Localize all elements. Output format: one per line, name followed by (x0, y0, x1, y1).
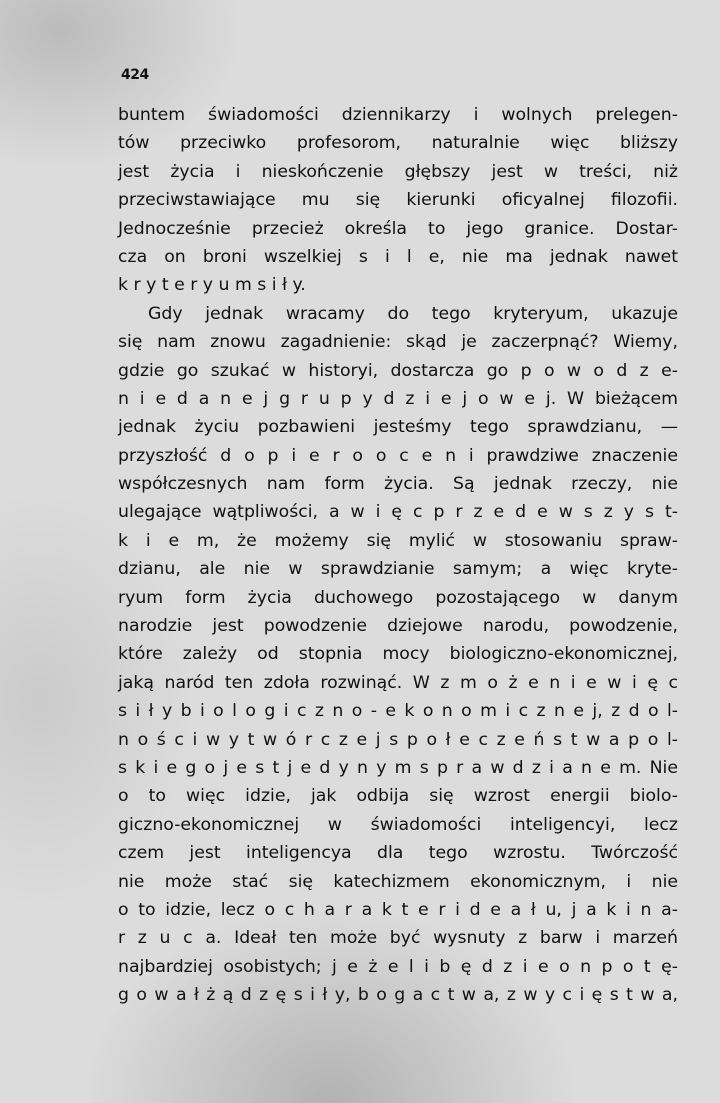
text-line: czem jest inteligencya dla tego wzrostu. Twórczość (118, 843, 678, 864)
text-line: współczesnych nam form życia. Są jednak rzeczy, nie (118, 474, 678, 495)
text-line: ryum form życia duchowego pozostającego w danym (118, 587, 678, 608)
text-line: które zależy od stopnia mocy biologiczno-ekonomicznej, (118, 644, 678, 665)
text-line: k r y t e r y u m s i ł y. (118, 275, 306, 296)
text-line: przyszłość d o p i e r o o c e n i prawdziwe znaczenie (118, 445, 678, 466)
text-line: najbardziej osobistych; j e ż e l i b ę d z i e o n p o t ę- (118, 956, 678, 977)
text-line: n o ś c i w y t w ó r c z e j s p o ł e c z e ń s t w a p o l- (118, 729, 678, 750)
text-line: buntem świadomości dziennikarzy i wolnych prelegen- (118, 105, 678, 125)
text-line: jaką naród ten zdoła rozwinąć. W z m o ż e n i e w i ę c (118, 672, 678, 693)
text-line: Jednocześnie przecież określa to jego granice. Dostar- (118, 218, 678, 239)
text-line: giczno-ekonomicznej w świadomości inteligencyi, lecz (118, 814, 678, 835)
text-line: o to idzie, lecz o c h a r a k t e r i d e a ł u, j a k i n a- (118, 899, 678, 920)
text-line: ulegające wątpliwości, a w i ę c p r z e d e w s z y s t- (118, 502, 678, 523)
text-line: jednak życiu pozbawieni jesteśmy tego sprawdzianu, — (118, 417, 678, 438)
text-line: g o w a ł ż ą d z ę s i ł y, b o g a c t w a, z w y c i ę s t w a, (118, 985, 678, 1006)
text-line: s i ł y b i o l o g i c z n o - e k o n o m i c z n e j, z d o l- (118, 701, 678, 722)
text-line: się nam znowu zagadnienie: skąd je zaczerpnąć? Wiemy, (118, 332, 678, 353)
text-line: Gdy jednak wracamy do tego kryteryum, ukazuje (148, 303, 678, 324)
text-line: n i e d a n e j g r u p y d z i e j o w e j. W bieżącem (118, 388, 678, 409)
text-line: dzianu, ale nie w sprawdzianie samym; a więc kryte- (118, 559, 678, 580)
text-line: o to więc idzie, jak odbija się wzrost energii biolo- (118, 786, 678, 807)
text-line: cza on broni wszelkiej s i l e, nie ma jednak nawet (118, 246, 678, 267)
text-line: przeciwstawiające mu się kierunki oficyalnej filozofii. (118, 190, 678, 211)
text-line: k i e m, że możemy się mylić w stosowaniu spraw- (118, 530, 678, 551)
text-line: tów przeciwko profesorom, naturalnie więc bliższy (118, 133, 678, 154)
page-number: 424 (121, 67, 149, 83)
text-line: gdzie go szukać w historyi, dostarcza go p o w o d z e- (118, 360, 678, 381)
text-line: s k i e g o j e s t j e d y n y m s p r a w d z i a n e m. Nie (118, 757, 678, 778)
text-line: jest życia i nieskończenie głębszy jest w treści, niż (118, 161, 678, 182)
text-line: r z u c a. Ideał ten może być wysnuty z barw i marzeń (118, 928, 678, 949)
text-line: nie może stać się katechizmem ekonomicznym, i nie (118, 871, 678, 892)
body-text (118, 101, 678, 1010)
text-line: narodzie jest powodzenie dziejowe narodu, powodzenie, (118, 616, 678, 637)
